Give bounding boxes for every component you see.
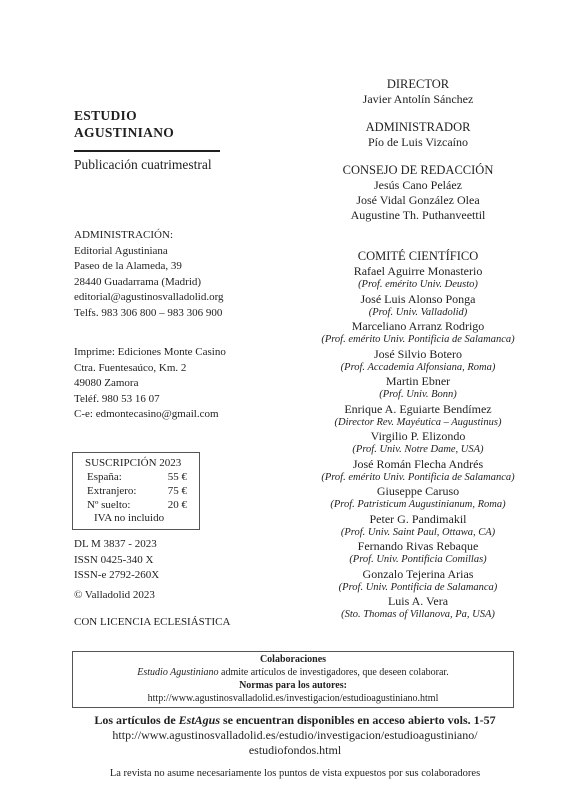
editorial-board-heading: CONSEJO DE REDACCIÓN bbox=[342, 163, 494, 177]
director-heading: DIRECTOR bbox=[386, 77, 450, 91]
printer-line: Imprime: Ediciones Monte Casino bbox=[74, 346, 226, 358]
printer-line: 49080 Zamora bbox=[74, 377, 139, 389]
subscription-label: Extranjero: bbox=[87, 485, 137, 497]
legal-deposit: DL M 3837 - 2023 bbox=[74, 538, 157, 550]
issn-electronic: ISSN-e 2792-260X bbox=[74, 569, 160, 581]
administrator-section bbox=[268, 120, 568, 149]
committee-member-affiliation: (Prof. Univ. Pontificia Comillas) bbox=[349, 554, 487, 565]
committee-member-affiliation: (Prof. Univ. Bonn) bbox=[379, 389, 457, 400]
subscription-price: 75 € bbox=[167, 485, 187, 497]
committee-member-name: José Luis Alonso Ponga bbox=[360, 291, 476, 306]
legal-block bbox=[74, 537, 299, 584]
printer-email: C-e: edmontecasino@gmail.com bbox=[74, 408, 219, 420]
committee-member-name: Peter G. Pandimakil bbox=[369, 511, 467, 526]
committee-member-name: José Román Flecha Andrés bbox=[352, 456, 484, 471]
committee-member-name: Gonzalo Tejerina Arias bbox=[362, 566, 474, 581]
committee-member-name: José Silvio Botero bbox=[373, 346, 462, 361]
journal-name: Estudio Agustiniano bbox=[137, 667, 219, 678]
open-access-notice bbox=[70, 713, 520, 758]
subscription-heading: SUSCRIPCIÓN 2023 bbox=[85, 457, 182, 469]
administration-line: Editorial Agustiniana bbox=[74, 244, 168, 257]
author-guidelines-heading: Normas para los autores: bbox=[239, 680, 347, 691]
board-member: Augustine Th. Puthanveettil bbox=[350, 208, 486, 222]
committee-member-name: Virgilio P. Elizondo bbox=[370, 429, 466, 443]
subscription-label: España: bbox=[87, 471, 122, 483]
committee-member-affiliation: (Prof. Accademia Alfonsiana, Roma) bbox=[340, 361, 496, 373]
collaborations-text bbox=[73, 666, 513, 679]
open-access-statement bbox=[70, 713, 520, 728]
scientific-committee-section bbox=[268, 249, 568, 622]
board-member: José Vidal González Olea bbox=[356, 193, 480, 207]
director-section bbox=[268, 77, 568, 106]
printer-line: Ctra. Fuentesaúco, Km. 2 bbox=[74, 361, 187, 374]
committee-member-name: Giuseppe Caruso bbox=[376, 484, 460, 498]
administrator-heading: ADMINISTRADOR bbox=[365, 120, 471, 134]
open-access-link[interactable]: http://www.agustinosvalladolid.es/estudio/investigacion/estudioagustiniano/ bbox=[112, 728, 478, 742]
committee-member-name: Fernando Rivas Rebaque bbox=[357, 539, 479, 553]
committee-member-name: Enrique A. Eguiarte Bendímez bbox=[344, 401, 492, 416]
copyright: © Valladolid 2023 bbox=[74, 589, 155, 601]
committee-member-name: Marceliano Arranz Rodrigo bbox=[351, 319, 485, 333]
administration-line: 28440 Guadarrama (Madrid) bbox=[74, 275, 202, 288]
committee-member-name: Martin Ebner bbox=[385, 374, 451, 388]
scientific-committee-heading: COMITÉ CIENTÍFICO bbox=[357, 249, 479, 263]
printer-phone: Teléf. 980 53 16 07 bbox=[74, 392, 160, 405]
administration-email: editorial@agustinosvalladolid.org bbox=[74, 291, 224, 303]
editorial-board-section bbox=[268, 163, 568, 223]
journal-title-line1: ESTUDIO bbox=[74, 108, 137, 123]
committee-member-affiliation: (Sto. Thomas of Villanova, Pa, USA) bbox=[341, 609, 495, 620]
committee-member-affiliation: (Prof. emérito Univ. Pontificia de Salamanca) bbox=[321, 471, 515, 483]
committee-member-name: Rafael Aguirre Monasterio bbox=[353, 264, 483, 278]
open-access-link-continued[interactable]: estudiofondos.html bbox=[248, 743, 342, 757]
administration-heading: ADMINISTRACIÓN: bbox=[74, 229, 173, 241]
director-name: Javier Antolín Sánchez bbox=[362, 92, 474, 106]
subscription-price: 55 € bbox=[167, 471, 187, 483]
open-access-suffix: se encuentran disponibles en acceso abierto vols. 1-57 bbox=[220, 713, 496, 727]
board-member: Jesús Cano Peláez bbox=[374, 178, 462, 192]
committee-member-affiliation: (Director Rev. Mayéutica – Augustinus) bbox=[334, 416, 502, 428]
author-guidelines-link[interactable]: http://www.agustinosvalladolid.es/investigacion/estudioagustiniano.html bbox=[147, 693, 439, 704]
administration-phone: Telfs. 983 306 800 – 983 306 900 bbox=[74, 306, 223, 319]
administration-line: Paseo de la Alameda, 39 bbox=[74, 260, 182, 272]
disclaimer: La revista no asume necesariamente los puntos de vista expuestos por sus colaboradores bbox=[109, 768, 481, 779]
committee-member-affiliation: (Prof. emérito Univ. Pontificia de Salamanca) bbox=[321, 334, 515, 345]
administrator-name: Pío de Luis Vizcaíno bbox=[367, 135, 469, 149]
subscription-price: 20 € bbox=[167, 499, 187, 511]
printer-block bbox=[74, 345, 299, 423]
ecclesiastical-license: CON LICENCIA ECLESIÁSTICA bbox=[74, 616, 231, 628]
collaborations-box bbox=[72, 651, 514, 708]
committee-member-affiliation: (Prof. Univ. Valladolid) bbox=[368, 306, 468, 318]
issn: ISSN 0425-340 X bbox=[74, 553, 154, 566]
collaborations-description: admite artículos de investigadores, que deseen colaborar. bbox=[218, 667, 449, 678]
collaborations-heading: Colaboraciones bbox=[259, 654, 327, 665]
journal-abbreviation: EstAgus bbox=[178, 713, 221, 727]
subscription-label: Nº suelto: bbox=[87, 499, 131, 511]
committee-member-affiliation: (Prof. Univ. Pontificia de Salamanca) bbox=[338, 581, 498, 593]
open-access-prefix: Los artículos de bbox=[94, 713, 179, 727]
title-divider bbox=[74, 150, 220, 152]
journal-title bbox=[74, 108, 299, 141]
vat-note: IVA no incluido bbox=[94, 512, 165, 524]
committee-member-affiliation: (Prof. Univ. Notre Dame, USA) bbox=[352, 444, 484, 455]
journal-title-line2: AGUSTINIANO bbox=[74, 124, 175, 140]
journal-subtitle: Publicación cuatrimestral bbox=[74, 157, 212, 172]
subscription-box bbox=[72, 452, 200, 530]
committee-member-affiliation: (Prof. Univ. Saint Paul, Ottawa, CA) bbox=[340, 526, 496, 538]
committee-member-affiliation: (Prof. emérito Univ. Deusto) bbox=[358, 279, 478, 290]
committee-member-name: Luis A. Vera bbox=[387, 594, 449, 608]
committee-member-affiliation: (Prof. Patristicum Augustinianum, Roma) bbox=[330, 499, 506, 510]
administration-block bbox=[74, 228, 299, 321]
